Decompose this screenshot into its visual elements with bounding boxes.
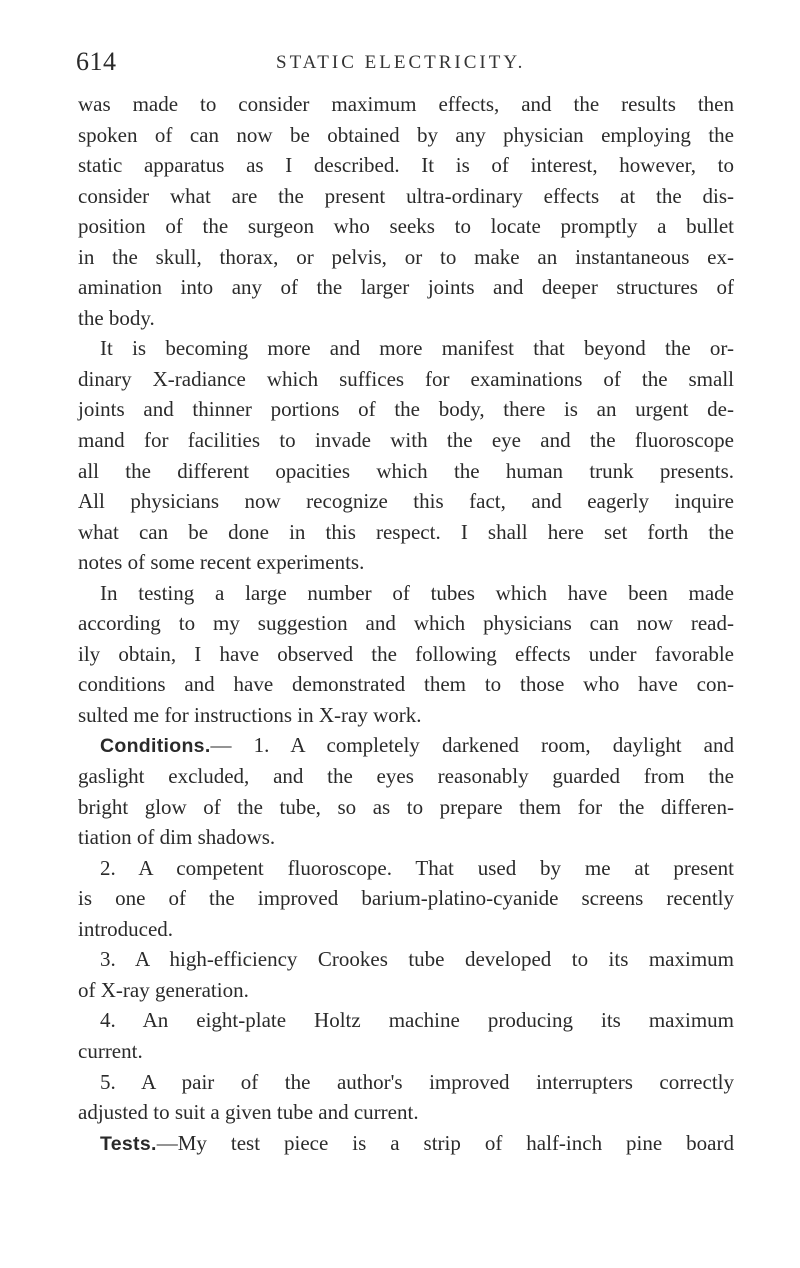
line-text: according to my suggestion and which physicians can now read- — [78, 611, 734, 636]
section-lead: Tests. — [100, 1132, 157, 1155]
line-text: bright glow of the tube, so as to prepare them for the differen- — [78, 794, 734, 819]
line-text: adjusted to suit a given tube and current. — [78, 1100, 419, 1125]
text-line — [78, 975, 734, 1006]
line-text: in the skull, thorax, or pelvis, or to make an instantaneous ex- — [78, 244, 734, 269]
line-text: amination into any of the larger joints and deeper structures of — [78, 275, 734, 300]
text-line — [78, 272, 734, 303]
section-lead: Conditions. — [100, 735, 211, 758]
line-text: 3. A high-efficiency Crookes tube developed to its maximum — [100, 947, 734, 972]
text-line — [78, 150, 734, 181]
line-text: All physicians now recognize this fact, and eagerly inquire — [78, 489, 734, 514]
text-line — [78, 547, 734, 578]
line-text: spoken of can now be obtained by any physician employing the — [78, 122, 734, 147]
text-line — [78, 1005, 734, 1036]
text-line — [78, 761, 734, 792]
line-text: the body. — [78, 305, 155, 330]
line-text: sulted me for instructions in X-ray work. — [78, 702, 422, 727]
line-text: gaslight excluded, and the eyes reasonably guarded from the — [78, 764, 734, 789]
running-head: STATIC ELECTRICITY. — [276, 52, 526, 73]
text-line — [78, 242, 734, 273]
text-line — [78, 822, 734, 853]
text-line — [78, 364, 734, 395]
text-line — [78, 944, 734, 975]
line-text: introduced. — [78, 916, 174, 941]
line-text: current. — [78, 1038, 143, 1063]
line-text: position of the surgeon who seeks to locate promptly a bullet — [78, 214, 734, 239]
text-line — [78, 181, 734, 212]
text-line — [78, 608, 734, 639]
line-text: tiation of dim shadows. — [78, 825, 276, 850]
text-line — [78, 211, 734, 242]
text-line — [78, 1036, 734, 1067]
line-text: —My test piece is a strip of half-inch pine board — [156, 1130, 734, 1155]
text-line — [78, 914, 734, 945]
line-text: It is becoming more and more manifest that beyond the or- — [100, 336, 734, 361]
text-line — [78, 853, 734, 884]
line-text: was made to consider maximum effects, and the results then — [78, 92, 734, 116]
line-text: ily obtain, I have observed the following effects under favorable — [78, 641, 734, 666]
line-text: 2. A competent fluoroscope. That used by me at present — [100, 855, 734, 880]
text-line — [78, 303, 734, 334]
text-line — [78, 883, 734, 914]
page-header — [76, 44, 726, 84]
text-line — [78, 700, 734, 731]
text-line — [78, 639, 734, 670]
body-text — [78, 89, 734, 1158]
text-line — [78, 120, 734, 151]
line-text: what can be done in this respect. I shall here set forth the — [78, 519, 734, 544]
text-line — [78, 730, 734, 761]
text-line — [78, 456, 734, 487]
text-line — [78, 425, 734, 456]
line-text: In testing a large number of tubes which have been made — [100, 580, 734, 605]
text-line — [78, 792, 734, 823]
line-text: 5. A pair of the author's improved interrupters correctly — [100, 1069, 734, 1094]
text-line — [78, 669, 734, 700]
text-line — [78, 1128, 734, 1159]
text-line — [78, 1067, 734, 1098]
text-line — [78, 517, 734, 548]
text-line — [78, 394, 734, 425]
text-line — [78, 578, 734, 609]
line-text: of X-ray generation. — [78, 977, 249, 1002]
text-line — [78, 333, 734, 364]
line-text: consider what are the present ultra-ordinary effects at the dis- — [78, 183, 734, 208]
line-text: is one of the improved barium-platino-cyanide screens recently — [78, 886, 734, 911]
line-text: joints and thinner portions of the body, there is an urgent de- — [78, 397, 734, 422]
text-line — [78, 89, 734, 120]
line-text: static apparatus as I described. It is of interest, however, to — [78, 153, 734, 178]
text-line — [78, 1097, 734, 1128]
line-text: 4. An eight-plate Holtz machine producing its maximum — [100, 1008, 734, 1033]
line-text: — 1. A completely darkened room, daylight and — [210, 733, 734, 758]
line-text: conditions and have demonstrated them to those who have con- — [78, 672, 734, 697]
line-text: all the different opacities which the human trunk presents. — [78, 458, 734, 483]
text-line — [78, 486, 734, 517]
line-text: notes of some recent experiments. — [78, 550, 365, 575]
page-number: 614 — [76, 47, 117, 76]
line-text: dinary X-radiance which suffices for examinations of the small — [78, 366, 734, 391]
line-text: mand for facilities to invade with the eye and the fluoroscope — [78, 428, 734, 453]
